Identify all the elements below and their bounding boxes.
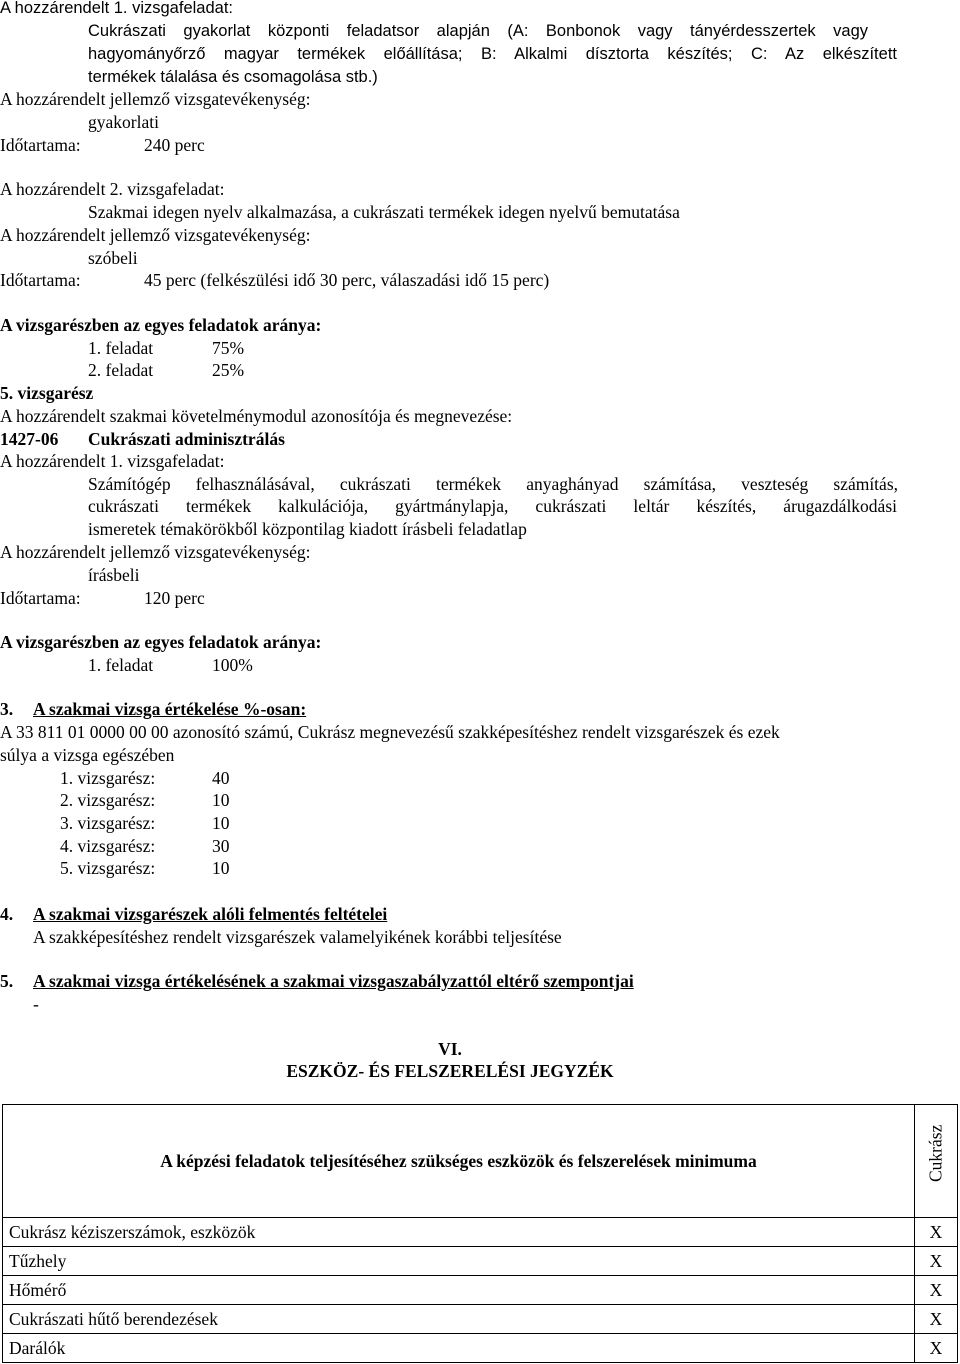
section3-title: A szakmai vizsga értékelése %-osan: [33, 699, 307, 719]
table-row [3, 1247, 958, 1276]
task1-activity: gyakorlati [88, 112, 159, 132]
ratio-heading: A vizsgarészben az egyes feladatok aránya: [0, 315, 322, 335]
weight-value: 10 [212, 858, 230, 878]
table-row [3, 1305, 958, 1334]
part5-heading: 5. vizsgarész [0, 383, 94, 403]
table-header-row [3, 1105, 958, 1218]
part5-task1-text-line: cukrászati termékek kalkulációja, gyártmánylapja, cukrászati leltár készítés, árugazdálkodási [88, 496, 897, 516]
equipment-mark: X [915, 1276, 958, 1305]
equipment-item: Cukrász kéziszerszámok, eszközök [3, 1218, 915, 1247]
section4-title: A szakmai vizsgarészek alóli felmentés feltételei [33, 904, 388, 924]
equipment-mark: X [915, 1218, 958, 1247]
task2-activity-label: A hozzárendelt jellemző vizsgatevékenység: [0, 225, 311, 245]
weight-value: 10 [212, 813, 230, 833]
weight-value: 30 [212, 836, 230, 856]
task2-heading: A hozzárendelt 2. vizsgafeladat: [0, 179, 225, 199]
task2-duration-label: Időtartama: [0, 270, 81, 290]
equipment-item: Darálók [3, 1334, 915, 1363]
weight-label: 2. vizsgarész: [60, 790, 156, 810]
part5-duration-label: Időtartama: [0, 588, 81, 608]
module-code: 1427-06 [0, 429, 59, 449]
task2-text: Szakmai idegen nyelv alkalmazása, a cukrászati termékek idegen nyelvű bemutatása [88, 202, 680, 222]
chapter-number: VI. [438, 1039, 462, 1059]
equipment-mark: X [915, 1334, 958, 1363]
section5-title: A szakmai vizsga értékelésének a szakmai vizsgaszabályzattól eltérő szempontjai [33, 971, 634, 991]
weight-label: 5. vizsgarész: [60, 858, 156, 878]
part5-activity: írásbeli [88, 565, 140, 585]
part5-duration: 120 perc [144, 588, 205, 608]
part5-activity-label: A hozzárendelt jellemző vizsgatevékenység: [0, 542, 311, 562]
weight-label: 1. vizsgarész: [60, 768, 156, 788]
task2-activity: szóbeli [88, 248, 138, 268]
equipment-table [2, 1104, 958, 1363]
table-column-header [915, 1105, 958, 1218]
task2-duration: 45 perc (felkészülési idő 30 perc, válaszadási idő 15 perc) [144, 270, 550, 290]
equipment-mark: X [915, 1305, 958, 1334]
task1-text-line: termékek tálalása és csomagolása stb.) [88, 68, 378, 86]
weight-value: 40 [212, 768, 230, 788]
task1-text-line: Cukrászati gyakorlat központi feladatsor alapján (A: Bonbonok vagy tányérdesszertek vagy [88, 22, 868, 40]
section5-text: - [33, 994, 39, 1014]
equipment-item: Tűzhely [3, 1247, 915, 1276]
module-label: A hozzárendelt szakmai követelménymodul azonosítója és megnevezése: [0, 406, 513, 426]
ratio-label: 1. feladat [88, 338, 154, 358]
weight-label: 3. vizsgarész: [60, 813, 156, 833]
ratio-label: 1. feladat [88, 655, 154, 675]
task1-activity-label: A hozzárendelt jellemző vizsgatevékenység: [0, 89, 311, 109]
section3-text-line: súlya a vizsga egészében [0, 745, 175, 765]
task1-duration: 240 perc [144, 135, 205, 155]
part5-task1-text-line: Számítógép felhasználásával, cukrászati termékek anyaghányad számítása, veszteség számítás, [88, 474, 898, 494]
section4-text: A szakképesítéshez rendelt vizsgarészek valamelyikének korábbi teljesítése [33, 927, 562, 947]
section4-number: 4. [0, 904, 14, 924]
section3-number: 3. [0, 699, 14, 719]
ratio-value: 75% [212, 338, 245, 358]
table-row [3, 1276, 958, 1305]
column-label: Cukrász [925, 1124, 946, 1182]
section5-number: 5. [0, 971, 14, 991]
section3-text-line: A 33 811 01 0000 00 00 azonosító számú, Cukrász megnevezésű szakképesítéshez rendelt vizsgarészek és ezek [0, 722, 780, 742]
part5-task1-text-line: ismeretek témakörökből központilag kiadott írásbeli feladatlap [88, 519, 527, 539]
equipment-mark: X [915, 1247, 958, 1276]
weight-value: 10 [212, 790, 230, 810]
part5-ratio-heading: A vizsgarészben az egyes feladatok aránya: [0, 632, 322, 652]
equipment-item: Cukrászati hűtő berendezések [3, 1305, 915, 1334]
module-name: Cukrászati adminisztrálás [88, 429, 285, 449]
weight-label: 4. vizsgarész: [60, 836, 156, 856]
ratio-value: 100% [212, 655, 253, 675]
equipment-item: Hőmérő [3, 1276, 915, 1305]
chapter-title: ESZKÖZ- ÉS FELSZERELÉSI JEGYZÉK [286, 1061, 614, 1081]
ratio-value: 25% [212, 360, 245, 380]
table-header: A képzési feladatok teljesítéséhez szükséges eszközök és felszerelések minimuma [3, 1105, 915, 1218]
table-row [3, 1334, 958, 1363]
part5-task1-heading: A hozzárendelt 1. vizsgafeladat: [0, 451, 225, 471]
task1-heading: A hozzárendelt 1. vizsgafeladat: [0, 0, 233, 17]
task1-text-line: hagyományőrző magyar termékek előállítása; B: Alkalmi dísztorta készítés; C: Az elkészített [88, 45, 897, 63]
ratio-label: 2. feladat [88, 360, 154, 380]
table-row [3, 1218, 958, 1247]
task1-duration-label: Időtartama: [0, 135, 81, 155]
